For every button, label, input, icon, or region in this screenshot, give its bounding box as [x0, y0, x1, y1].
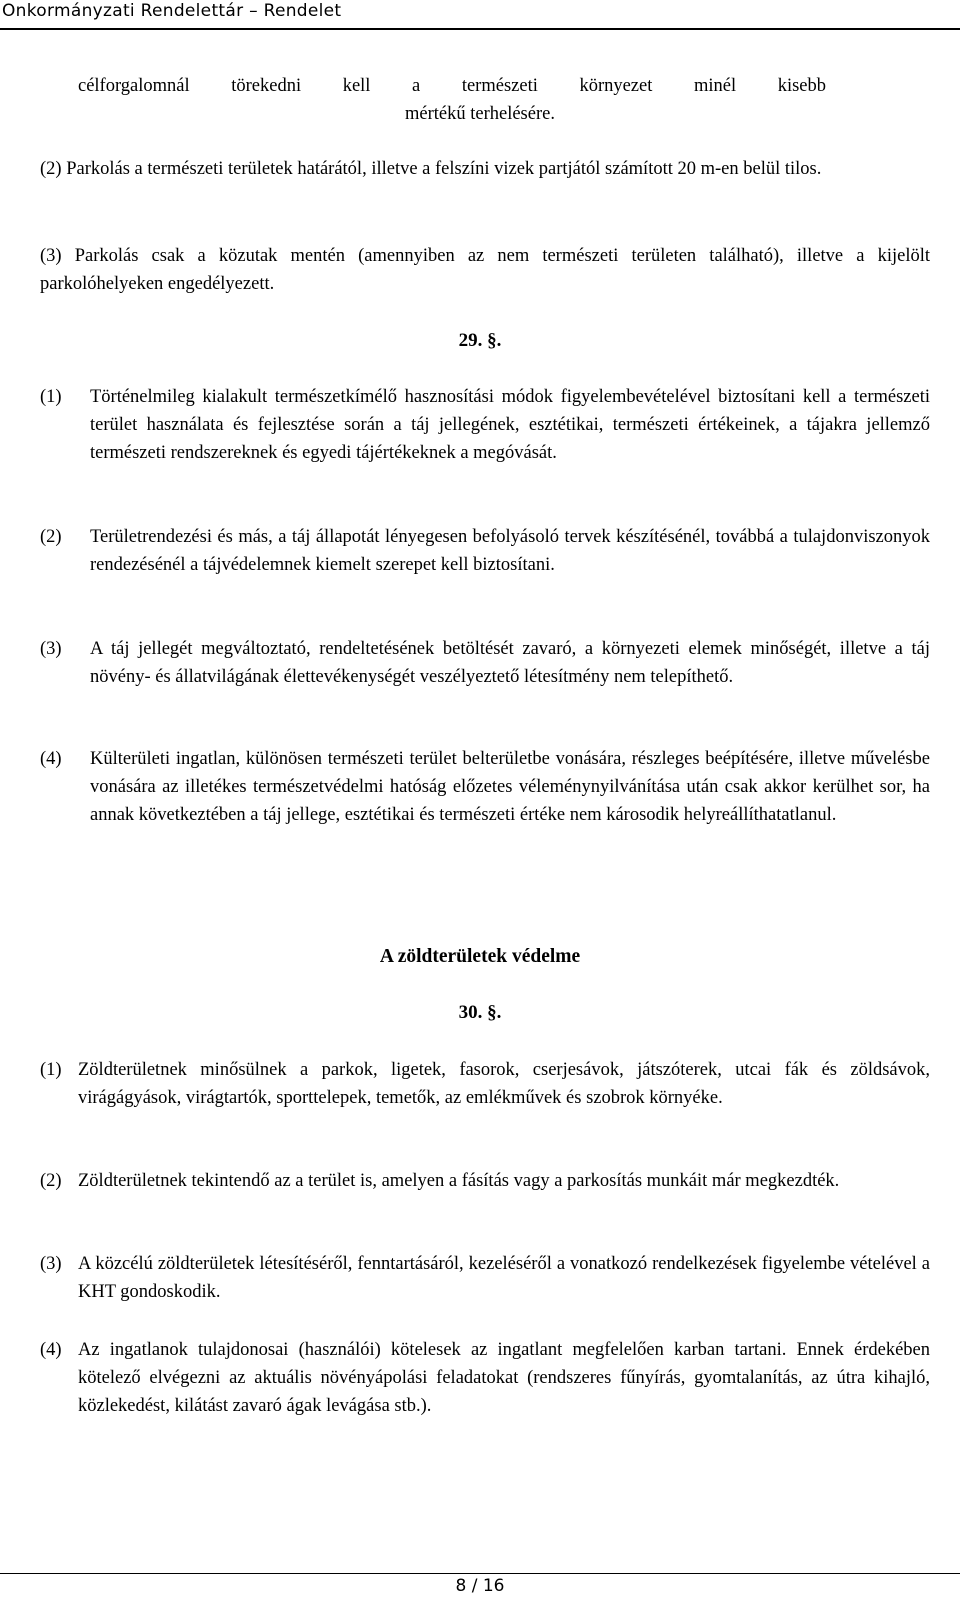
sec30-paragraph-4 — [40, 1336, 930, 1420]
sec29-paragraph-4 — [40, 745, 930, 829]
paragraph-number: (4) — [40, 1340, 62, 1360]
paragraph-body: Történelmileg kialakult természetkímélő hasznosítási módok figyelembevételével biztosítani kell a természeti terület használata és fejlesztése során a táj jellegének, esztétikai, természeti értékeinek, a tájakra jellemző természeti rendszereknek és egyedi tájértékeknek a megóvását. — [90, 387, 930, 463]
sec29-paragraph-1 — [40, 383, 930, 467]
sec29-paragraph-3 — [40, 635, 930, 691]
paragraph-body: A táj jellegét megváltoztató, rendeltetésének betöltését zavaró, a környezeti elemek minőségét, illetve a táj növény- és állatvilágának élettevékenységét veszélyeztető létesítmény nem telepíthető. — [90, 639, 930, 687]
section-30-heading: 30. §. — [458, 1002, 502, 1023]
sec29-paragraph-2 — [40, 523, 930, 579]
header-title: Onkormányzati Rendelettár – Rendelet — [2, 1, 342, 21]
paragraph-body: Területrendezési és más, a táj állapotát lényegesen befolyásoló tervek készítésénél, továbbá a tulajdonviszonyok rendezésénél a tájvédelemnek kiemelt szerepet kell biztosítani. — [90, 527, 930, 575]
paragraph-number: (3) — [40, 246, 62, 266]
footer-divider — [0, 1573, 960, 1574]
intro-line-1: célforgalomnál törekedni kell a természeti környezet minél kisebb — [78, 76, 826, 96]
chapter-title: A zöldterületek védelme — [379, 946, 581, 967]
paragraph-body: Parkolás csak a közutak mentén (amennyiben az nem természeti területen található), illetve a kijelölt parkolóhelyeken engedélyezett. — [40, 246, 931, 294]
paragraph-body: Külterületi ingatlan, különösen természeti terület belterületbe vonására, részleges beépítésére, illetve művelésbe vonására az illetékes természetvédelmi hatóság előzetes véleménynyilvánítása után csak akkor kerülhet sor, ha annak következtében a táj jellege, esztétikai és természeti értéke nem károsodik helyreállíthatatlanul. — [90, 749, 930, 825]
paragraph-body: Zöldterületnek tekintendő az a terület is, amelyen a fásítás vagy a parkosítás munkáit már megkezdték. — [78, 1171, 840, 1191]
sec30-paragraph-1 — [40, 1056, 930, 1112]
sec30-paragraph-2 — [40, 1167, 930, 1195]
paragraph-body: A közcélú zöldterületek létesítéséről, fenntartásáról, kezeléséről a vonatkozó rendelkezések figyelembe vételével a KHT gondoskodik. — [78, 1254, 930, 1302]
paragraph-number: (2) — [40, 159, 62, 179]
paragraph-body: Zöldterületnek minősülnek a parkok, ligetek, fasorok, cserjesávok, játszóterek, utcai fák és zöldsávok, virágágyások, virágtartók, sporttelepek, temetők, az emlékművek és szobrok környéke. — [78, 1060, 930, 1108]
paragraph-text — [40, 242, 930, 298]
paragraph-text — [40, 155, 930, 183]
paragraph-number: (3) — [40, 639, 62, 659]
paragraph-number: (3) — [40, 1254, 62, 1274]
paragraph-body: Parkolás a természeti területek határától, illetve a felszíni vizek partjától számított 20 m-en belül tilos. — [66, 159, 822, 179]
paragraph-number: (1) — [40, 1060, 62, 1080]
sec28-paragraph-2 — [40, 155, 930, 183]
section-29-heading: 29. §. — [458, 330, 502, 351]
paragraph-body: Az ingatlanok tulajdonosai (használói) kötelesek az ingatlant megfelelően karban tartani. Ennek érdekében kötelező elvégezni az aktuális növényápolási feladatokat (rendszeres fűnyírás, gyomtalanítás, az útra kihajló, közlekedést, kilátást zavaró ágak levágása stb.). — [78, 1340, 930, 1416]
header-divider — [0, 28, 960, 30]
paragraph-number: (2) — [40, 527, 62, 547]
sec30-paragraph-3 — [40, 1250, 930, 1306]
page-header — [0, 0, 960, 30]
paragraph-number: (1) — [40, 387, 62, 407]
sec28-paragraph-3 — [40, 242, 930, 298]
paragraph-number: (2) — [40, 1171, 62, 1191]
page-number: 8 / 16 — [455, 1576, 505, 1596]
intro-line-2: mértékű terhelésére. — [405, 104, 555, 124]
paragraph-number: (4) — [40, 749, 62, 769]
